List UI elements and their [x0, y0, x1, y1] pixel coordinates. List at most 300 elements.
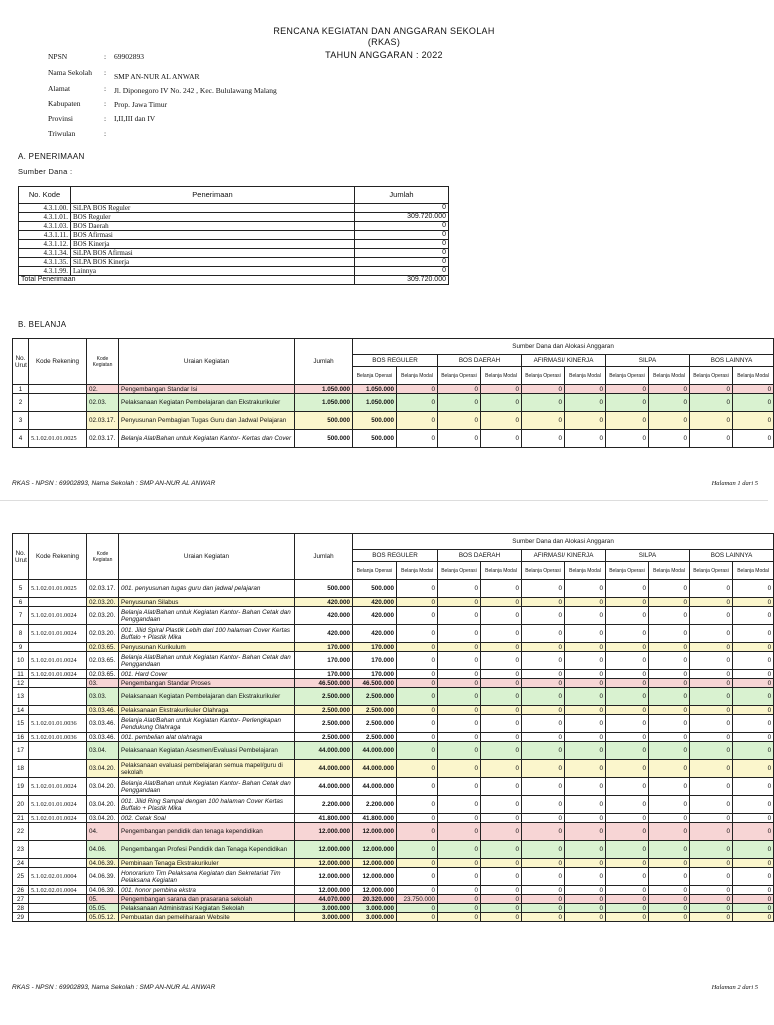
row-uraian: 001. Jilid Spiral Plastik Lebih dari 100 halaman Cover Kertas Buffalo + Plastik Mika — [119, 625, 295, 643]
identity-value: Jl. Diponegoro IV No. 242 , Kec. Bululawang Malang — [114, 86, 277, 95]
row-zero-cell: 0 — [522, 643, 565, 652]
row-no: 20 — [13, 796, 29, 814]
table-row — [13, 625, 774, 643]
row-zero-cell: 0 — [522, 814, 565, 823]
row-zero-cell: 0 — [438, 859, 481, 868]
row-zero-cell: 0 — [481, 760, 522, 778]
row-zero-cell: 0 — [522, 394, 565, 412]
row-uraian: 001. Hard Cover — [119, 670, 295, 679]
identity-colon: : — [104, 114, 107, 123]
row-zero-cell: 0 — [649, 733, 690, 742]
col-header-no: No. Urut — [13, 339, 29, 385]
col-header-belanja-operasi: Belanja Operasi — [606, 367, 649, 385]
col-header-belanja-operasi: Belanja Operasi — [353, 562, 397, 580]
row-uraian: 001. honor pembina ekstra — [119, 886, 295, 895]
col-header-belanja-modal: Belanja Modal — [649, 562, 690, 580]
row-no: 16 — [13, 733, 29, 742]
row-bos-reguler-operasi: 12.000.000 — [353, 868, 397, 886]
row-zero-cell: 0 — [733, 715, 774, 733]
row-zero-cell: 0 — [649, 742, 690, 760]
row-uraian: Pengembangan Standar Proses — [119, 679, 295, 688]
kode-cell: 4.3.1.12. — [19, 240, 71, 249]
penerimaan-cell: SiLPA BOS Kinerja — [71, 258, 355, 267]
row-zero-cell: 0 — [733, 430, 774, 448]
row-bos-reguler-operasi: 500.000 — [353, 580, 397, 598]
doc-subtitle: (RKAS) — [367, 37, 401, 47]
row-zero-cell: 0 — [438, 706, 481, 715]
row-bos-reguler-operasi: 420.000 — [353, 625, 397, 643]
row-zero-cell: 0 — [733, 412, 774, 430]
row-kode-kegiatan: 02.03.20. — [87, 598, 119, 607]
row-zero-cell: 0 — [522, 886, 565, 895]
row-zero-cell: 0 — [690, 733, 733, 742]
row-zero-cell: 0 — [438, 913, 481, 922]
col-header-group: SILPA — [606, 355, 690, 367]
row-zero-cell: 0 — [522, 823, 565, 841]
row-zero-cell: 0 — [690, 643, 733, 652]
row-zero-cell: 0 — [565, 814, 606, 823]
row-jumlah: 2.500.000 — [295, 706, 353, 715]
table-row — [13, 841, 774, 859]
row-bos-reguler-operasi: 1.050.000 — [353, 385, 397, 394]
row-bos-reguler-modal: 0 — [397, 859, 438, 868]
row-uraian: Belanja Alat/Bahan untuk Kegiatan Kantor- Bahan Cetak dan Penggandaan — [119, 652, 295, 670]
row-no: 24 — [13, 859, 29, 868]
row-zero-cell: 0 — [649, 796, 690, 814]
row-bos-reguler-modal: 0 — [397, 643, 438, 652]
row-jumlah: 500.000 — [295, 580, 353, 598]
row-zero-cell: 0 — [565, 607, 606, 625]
row-uraian: Penyusunan Silabus — [119, 598, 295, 607]
row-zero-cell: 0 — [522, 580, 565, 598]
row-bos-reguler-operasi: 44.000.000 — [353, 778, 397, 796]
col-header-group: AFIRMASI/ KINERJA — [522, 355, 606, 367]
row-zero-cell: 0 — [606, 904, 649, 913]
row-bos-reguler-operasi: 12.000.000 — [353, 859, 397, 868]
row-bos-reguler-operasi: 3.000.000 — [353, 904, 397, 913]
row-zero-cell: 0 — [481, 904, 522, 913]
row-zero-cell: 0 — [481, 430, 522, 448]
row-kode-rekening — [29, 412, 87, 430]
row-zero-cell: 0 — [649, 706, 690, 715]
row-zero-cell: 0 — [649, 598, 690, 607]
row-bos-reguler-modal: 0 — [397, 580, 438, 598]
identity-label: Triwulan — [48, 129, 76, 138]
identity-colon: : — [104, 99, 107, 108]
row-jumlah: 500.000 — [295, 430, 353, 448]
row-zero-cell: 0 — [481, 886, 522, 895]
row-kode-kegiatan: 02.03.17. — [87, 580, 119, 598]
page-2 — [0, 500, 772, 1025]
row-zero-cell: 0 — [733, 814, 774, 823]
row-zero-cell: 0 — [522, 706, 565, 715]
row-bos-reguler-modal: 0 — [397, 688, 438, 706]
row-kode-kegiatan: 03.04.20. — [87, 760, 119, 778]
row-bos-reguler-modal: 0 — [397, 886, 438, 895]
col-header-belanja-operasi: Belanja Operasi — [522, 562, 565, 580]
row-zero-cell: 0 — [522, 796, 565, 814]
row-zero-cell: 0 — [481, 412, 522, 430]
jumlah-cell: 0 — [355, 267, 449, 276]
row-uraian: Pelaksanaan evaluasi pembelajaran semua mapel/guru di sekolah — [119, 760, 295, 778]
row-kode-rekening: 5.1.02.01.01.0025 — [29, 430, 87, 448]
col-header-sumber-dana: Sumber Dana dan Alokasi Anggaran — [353, 534, 774, 550]
row-kode-rekening: 5.1.02.02.01.0004 — [29, 868, 87, 886]
row-uraian: Pelaksanaan Kegiatan Pembelajaran dan Ekstrakurikuler — [119, 394, 295, 412]
row-jumlah: 1.050.000 — [295, 385, 353, 394]
row-zero-cell: 0 — [522, 841, 565, 859]
row-bos-reguler-operasi: 41.800.000 — [353, 814, 397, 823]
row-zero-cell: 0 — [649, 841, 690, 859]
row-kode-kegiatan: 02.03.65. — [87, 652, 119, 670]
row-no: 11 — [13, 670, 29, 679]
table-row — [13, 778, 774, 796]
row-jumlah: 420.000 — [295, 625, 353, 643]
row-zero-cell: 0 — [606, 679, 649, 688]
row-zero-cell: 0 — [606, 688, 649, 706]
row-zero-cell: 0 — [481, 868, 522, 886]
row-zero-cell: 0 — [438, 688, 481, 706]
jumlah-cell: 0 — [355, 249, 449, 258]
row-bos-reguler-modal: 0 — [397, 796, 438, 814]
row-zero-cell: 0 — [649, 412, 690, 430]
penerimaan-table — [18, 186, 449, 285]
row-bos-reguler-operasi: 170.000 — [353, 670, 397, 679]
row-zero-cell: 0 — [733, 607, 774, 625]
row-zero-cell: 0 — [522, 760, 565, 778]
table-row — [13, 385, 774, 394]
row-zero-cell: 0 — [481, 859, 522, 868]
table-row — [13, 715, 774, 733]
penerimaan-cell: BOS Afirmasi — [71, 231, 355, 240]
row-kode-rekening — [29, 688, 87, 706]
row-zero-cell: 0 — [649, 913, 690, 922]
row-zero-cell: 0 — [565, 580, 606, 598]
row-zero-cell: 0 — [733, 643, 774, 652]
row-zero-cell: 0 — [690, 859, 733, 868]
row-zero-cell: 0 — [733, 841, 774, 859]
row-zero-cell: 0 — [565, 412, 606, 430]
col-header-belanja-modal: Belanja Modal — [565, 367, 606, 385]
row-no: 5 — [13, 580, 29, 598]
row-zero-cell: 0 — [438, 652, 481, 670]
row-kode-kegiatan: 02.03.65. — [87, 670, 119, 679]
row-uraian: Pelaksanaan Ekstrakurikuler Olahraga — [119, 706, 295, 715]
row-jumlah: 2.200.000 — [295, 796, 353, 814]
col-header-group: BOS DAERAH — [438, 550, 522, 562]
row-zero-cell: 0 — [606, 895, 649, 904]
row-zero-cell: 0 — [481, 625, 522, 643]
row-zero-cell: 0 — [690, 841, 733, 859]
row-zero-cell: 0 — [733, 913, 774, 922]
row-zero-cell: 0 — [733, 688, 774, 706]
row-uraian: Belanja Alat/Bahan untuk Kegiatan Kantor- Bahan Cetak dan Penggandaan — [119, 778, 295, 796]
row-kode-kegiatan: 04.06.39. — [87, 886, 119, 895]
row-no: 21 — [13, 814, 29, 823]
row-kode-rekening: 5.1.02.01.01.0036 — [29, 733, 87, 742]
row-bos-reguler-operasi: 12.000.000 — [353, 886, 397, 895]
row-zero-cell: 0 — [690, 706, 733, 715]
row-zero-cell: 0 — [481, 895, 522, 904]
kode-cell: 4.3.1.03. — [19, 222, 71, 231]
row-kode-rekening — [29, 760, 87, 778]
row-zero-cell: 0 — [522, 412, 565, 430]
row-bos-reguler-operasi: 44.000.000 — [353, 742, 397, 760]
col-header-belanja-operasi: Belanja Operasi — [353, 367, 397, 385]
row-jumlah: 420.000 — [295, 598, 353, 607]
identity-value: SMP AN-NUR AL ANWAR — [114, 72, 200, 81]
row-zero-cell: 0 — [565, 670, 606, 679]
table-row — [13, 670, 774, 679]
row-bos-reguler-operasi: 44.000.000 — [353, 760, 397, 778]
row-jumlah: 44.000.000 — [295, 742, 353, 760]
row-zero-cell: 0 — [565, 796, 606, 814]
row-kode-kegiatan: 03.04. — [87, 742, 119, 760]
row-zero-cell: 0 — [690, 688, 733, 706]
row-zero-cell: 0 — [690, 412, 733, 430]
col-header-belanja-modal: Belanja Modal — [397, 562, 438, 580]
row-zero-cell: 0 — [438, 823, 481, 841]
row-no: 3 — [13, 412, 29, 430]
row-kode-kegiatan: 02.03.65. — [87, 643, 119, 652]
row-no: 10 — [13, 652, 29, 670]
identity-colon: : — [104, 84, 107, 93]
row-uraian: Pembinaan Tenaga Ekstrakurikuler — [119, 859, 295, 868]
row-zero-cell: 0 — [438, 394, 481, 412]
row-jumlah: 420.000 — [295, 607, 353, 625]
kode-cell: 4.3.1.34. — [19, 249, 71, 258]
row-kode-kegiatan: 03.04.20. — [87, 778, 119, 796]
row-bos-reguler-modal: 0 — [397, 394, 438, 412]
table-row — [13, 412, 774, 430]
col-header-no: No. Urut — [13, 534, 29, 580]
row-zero-cell: 0 — [522, 778, 565, 796]
row-zero-cell: 0 — [522, 742, 565, 760]
penerimaan-row — [19, 267, 449, 276]
footer-left-page2: RKAS - NPSN : 69902893, Nama Sekolah : SMP AN-NUR AL ANWAR — [12, 984, 216, 991]
row-kode-kegiatan: 04.06.39. — [87, 859, 119, 868]
col-header-belanja-operasi: Belanja Operasi — [606, 562, 649, 580]
row-kode-rekening: 5.1.02.01.01.0036 — [29, 715, 87, 733]
row-uraian: Penyusunan Pembagian Tugas Guru dan Jadwal Pelajaran — [119, 412, 295, 430]
row-uraian: 001. Jilid Ring Sampai dengan 100 halaman Cover Kertas Buffalo + Plastik Mika — [119, 796, 295, 814]
row-zero-cell: 0 — [690, 742, 733, 760]
kode-cell: 4.3.1.99. — [19, 267, 71, 276]
row-bos-reguler-modal: 23.750.000 — [397, 895, 438, 904]
row-no: 22 — [13, 823, 29, 841]
penerimaan-cell: SiLPA BOS Afirmasi — [71, 249, 355, 258]
row-zero-cell: 0 — [690, 394, 733, 412]
row-zero-cell: 0 — [649, 430, 690, 448]
row-zero-cell: 0 — [690, 886, 733, 895]
row-zero-cell: 0 — [649, 895, 690, 904]
row-jumlah: 3.000.000 — [295, 913, 353, 922]
row-zero-cell: 0 — [649, 385, 690, 394]
row-kode-rekening — [29, 679, 87, 688]
row-bos-reguler-operasi: 12.000.000 — [353, 841, 397, 859]
row-no: 26 — [13, 886, 29, 895]
row-bos-reguler-modal: 0 — [397, 706, 438, 715]
row-no: 29 — [13, 913, 29, 922]
row-zero-cell: 0 — [649, 823, 690, 841]
total-label: Total Penerimaan — [19, 276, 355, 285]
col-header-belanja-modal: Belanja Modal — [481, 367, 522, 385]
row-zero-cell: 0 — [438, 625, 481, 643]
row-kode-rekening — [29, 895, 87, 904]
row-zero-cell: 0 — [565, 643, 606, 652]
row-kode-kegiatan: 04. — [87, 823, 119, 841]
belanja-table-page2 — [12, 533, 774, 922]
row-zero-cell: 0 — [522, 859, 565, 868]
row-zero-cell: 0 — [649, 688, 690, 706]
belanja-table-page1 — [12, 338, 774, 448]
row-jumlah: 1.050.000 — [295, 394, 353, 412]
col-header-group: BOS DAERAH — [438, 355, 522, 367]
row-zero-cell: 0 — [438, 796, 481, 814]
table-row — [13, 760, 774, 778]
row-kode-rekening: 5.1.02.01.01.0024 — [29, 778, 87, 796]
row-zero-cell: 0 — [481, 733, 522, 742]
col-header-jumlah: Jumlah — [355, 187, 449, 204]
row-zero-cell: 0 — [690, 778, 733, 796]
row-zero-cell: 0 — [649, 760, 690, 778]
row-bos-reguler-operasi: 500.000 — [353, 412, 397, 430]
row-zero-cell: 0 — [565, 385, 606, 394]
kode-cell: 4.3.1.11. — [19, 231, 71, 240]
table-row — [13, 796, 774, 814]
row-zero-cell: 0 — [690, 580, 733, 598]
row-zero-cell: 0 — [649, 715, 690, 733]
row-zero-cell: 0 — [481, 742, 522, 760]
row-zero-cell: 0 — [481, 823, 522, 841]
row-zero-cell: 0 — [733, 796, 774, 814]
row-bos-reguler-modal: 0 — [397, 778, 438, 796]
row-no: 17 — [13, 742, 29, 760]
col-header-belanja-modal: Belanja Modal — [733, 367, 774, 385]
row-jumlah: 41.800.000 — [295, 814, 353, 823]
row-uraian: Pengembangan pendidik dan tenaga kependidikan — [119, 823, 295, 841]
row-zero-cell: 0 — [481, 670, 522, 679]
row-zero-cell: 0 — [649, 625, 690, 643]
row-bos-reguler-modal: 0 — [397, 904, 438, 913]
row-zero-cell: 0 — [481, 394, 522, 412]
row-jumlah: 12.000.000 — [295, 841, 353, 859]
row-zero-cell: 0 — [481, 796, 522, 814]
row-kode-kegiatan: 02. — [87, 385, 119, 394]
col-header-penerimaan: Penerimaan — [71, 187, 355, 204]
row-bos-reguler-operasi: 170.000 — [353, 652, 397, 670]
penerimaan-cell: BOS Kinerja — [71, 240, 355, 249]
row-zero-cell: 0 — [606, 625, 649, 643]
row-uraian: Penyusunan Kurikulum — [119, 643, 295, 652]
jumlah-cell: 0 — [355, 204, 449, 213]
row-no: 12 — [13, 679, 29, 688]
row-zero-cell: 0 — [565, 913, 606, 922]
table-row — [13, 679, 774, 688]
table-row — [13, 886, 774, 895]
row-uraian: Pelaksanaan Administrasi Kegiatan Sekolah — [119, 904, 295, 913]
row-zero-cell: 0 — [733, 823, 774, 841]
col-header-belanja-operasi: Belanja Operasi — [690, 562, 733, 580]
row-jumlah: 500.000 — [295, 412, 353, 430]
jumlah-cell: 0 — [355, 240, 449, 249]
row-zero-cell: 0 — [565, 625, 606, 643]
row-zero-cell: 0 — [481, 715, 522, 733]
table-row — [13, 868, 774, 886]
row-kode-rekening — [29, 706, 87, 715]
penerimaan-row — [19, 249, 449, 258]
row-bos-reguler-modal: 0 — [397, 598, 438, 607]
row-jumlah: 2.500.000 — [295, 688, 353, 706]
row-zero-cell: 0 — [690, 598, 733, 607]
row-bos-reguler-operasi: 2.500.000 — [353, 715, 397, 733]
row-zero-cell: 0 — [565, 706, 606, 715]
table-row — [13, 742, 774, 760]
kode-cell: 4.3.1.00. — [19, 204, 71, 213]
row-jumlah: 170.000 — [295, 643, 353, 652]
row-zero-cell: 0 — [733, 760, 774, 778]
col-header-jumlah: Jumlah — [295, 534, 353, 580]
row-zero-cell: 0 — [649, 580, 690, 598]
row-kode-rekening — [29, 385, 87, 394]
row-zero-cell: 0 — [649, 670, 690, 679]
row-zero-cell: 0 — [690, 679, 733, 688]
row-zero-cell: 0 — [565, 841, 606, 859]
row-zero-cell: 0 — [438, 607, 481, 625]
table-row — [13, 859, 774, 868]
row-uraian: Belanja Alat/Bahan untuk Kegiatan Kantor- Kertas dan Cover — [119, 430, 295, 448]
row-jumlah: 12.000.000 — [295, 886, 353, 895]
row-jumlah: 2.500.000 — [295, 715, 353, 733]
row-zero-cell: 0 — [481, 385, 522, 394]
row-zero-cell: 0 — [606, 733, 649, 742]
row-jumlah: 2.500.000 — [295, 733, 353, 742]
row-zero-cell: 0 — [606, 760, 649, 778]
row-kode-rekening — [29, 841, 87, 859]
row-zero-cell: 0 — [438, 886, 481, 895]
row-zero-cell: 0 — [606, 913, 649, 922]
row-kode-kegiatan: 03.04.20. — [87, 796, 119, 814]
row-kode-kegiatan: 05. — [87, 895, 119, 904]
row-zero-cell: 0 — [733, 778, 774, 796]
row-bos-reguler-operasi: 2.500.000 — [353, 733, 397, 742]
row-zero-cell: 0 — [649, 814, 690, 823]
row-bos-reguler-modal: 0 — [397, 652, 438, 670]
row-zero-cell: 0 — [606, 598, 649, 607]
table-row — [13, 688, 774, 706]
row-zero-cell: 0 — [649, 886, 690, 895]
footer-left: RKAS - NPSN : 69902893, Nama Sekolah : SMP AN-NUR AL ANWAR — [12, 480, 216, 487]
col-header-kode: No. Kode — [19, 187, 71, 204]
penerimaan-cell: BOS Daerah — [71, 222, 355, 231]
col-header-kode-rekening: Kode Rekening — [29, 534, 87, 580]
row-zero-cell: 0 — [606, 823, 649, 841]
identity-colon: : — [104, 129, 107, 138]
row-kode-kegiatan: 02.03.20. — [87, 607, 119, 625]
row-uraian: Honorarium Tim Pelaksana Kegiatan dan Sekretariat Tim Pelaksana Kegiatan — [119, 868, 295, 886]
table-row — [13, 814, 774, 823]
row-bos-reguler-modal: 0 — [397, 625, 438, 643]
row-uraian: Pelaksanaan Kegiatan Asesmen/Evaluasi Pembelajaran — [119, 742, 295, 760]
row-no: 1 — [13, 385, 29, 394]
row-kode-rekening: 5.1.02.01.01.0024 — [29, 670, 87, 679]
row-jumlah: 12.000.000 — [295, 868, 353, 886]
row-zero-cell: 0 — [733, 733, 774, 742]
col-header-group: BOS LAINNYA — [690, 550, 774, 562]
jumlah-cell: 0 — [355, 258, 449, 267]
row-kode-kegiatan: 03.03. — [87, 688, 119, 706]
col-header-uraian: Uraian Kegiatan — [119, 534, 295, 580]
